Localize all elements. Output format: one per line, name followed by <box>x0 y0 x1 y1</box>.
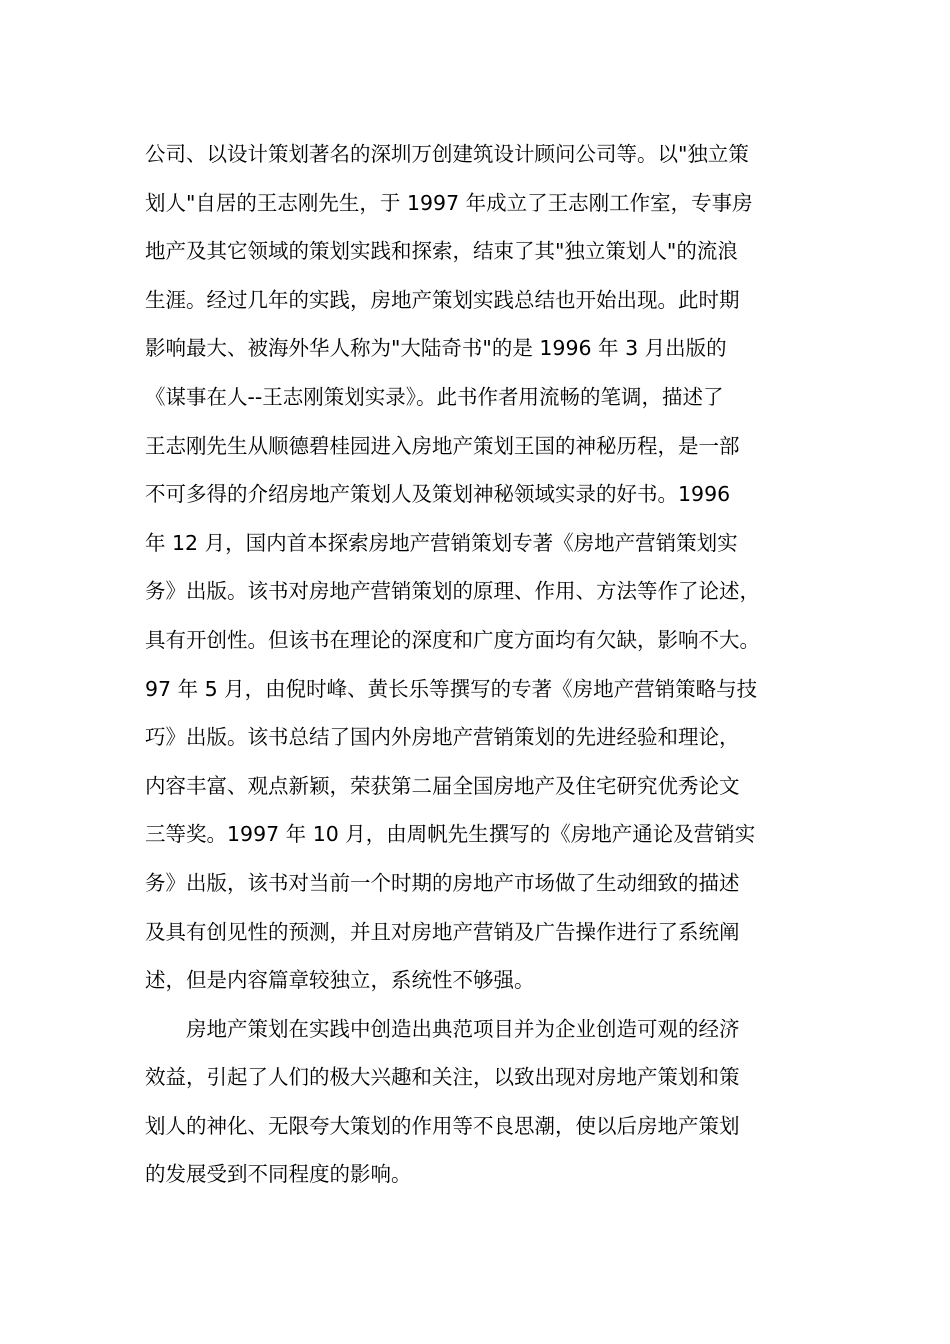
text-line: 公司、以设计策划著名的深圳万创建筑设计顾问公司等。以"独立策 <box>145 142 749 166</box>
body-text <box>145 130 825 1199</box>
text-line: 地产及其它领域的策划实践和探索，结束了其"独立策划人"的流浪 <box>145 239 738 264</box>
text-line: 王志刚先生从顺德碧桂园进入房地产策划王国的神秘历程，是一部 <box>145 433 740 458</box>
text-line: 划人"自居的王志刚先生，于 1997 年成立了王志刚工作室，专事房 <box>145 190 753 215</box>
text-line: 97 年 5 月，由倪时峰、黄长乐等撰写的专著《房地产营销策略与技 <box>145 676 758 701</box>
text-line: 务》出版。该书对房地产营销策划的原理、作用、方法等作了论述， <box>145 579 760 604</box>
text-line: 的发展受到不同程度的影响。 <box>145 1162 412 1187</box>
text-line: 影响最大、被海外华人称为"大陆奇书"的是 1996 年 3 月出版的 <box>145 336 727 361</box>
text-line: 务》出版，该书对当前一个时期的房地产市场做了生动细致的描述 <box>145 870 740 895</box>
text-line: 内容丰富、观点新颖，荣获第二届全国房地产及住宅研究优秀论文 <box>145 773 740 798</box>
text-line: 巧》出版。该书总结了国内外房地产营销策划的先进经验和理论， <box>145 725 740 750</box>
text-line: 三等奖。1997 年 10 月，由周帆先生撰写的《房地产通论及营销实 <box>145 822 756 847</box>
paragraph-1 <box>145 130 825 1005</box>
text-line: 划人的神化、无限夸大策划的作用等不良思潮，使以后房地产策划 <box>145 1113 740 1138</box>
text-line: 及具有创见性的预测，并且对房地产营销及广告操作进行了系统阐 <box>145 919 740 944</box>
text-line: 房地产策划在实践中创造出典范项目并为企业创造可观的经济 <box>186 1016 740 1041</box>
text-line: 具有开创性。但该书在理论的深度和广度方面均有欠缺，影响不大。 <box>145 627 760 652</box>
text-line: 不可多得的介绍房地产策划人及策划神秘领域实录的好书。1996 <box>145 482 731 507</box>
text-line: 《谋事在人--王志刚策划实录》。此书作者用流畅的笔调，描述了 <box>145 384 724 409</box>
text-line: 生涯。经过几年的实践，房地产策划实践总结也开始出现。此时期 <box>145 287 740 312</box>
text-line: 年 12 月，国内首本探索房地产营销策划专著《房地产营销策划实 <box>145 530 738 555</box>
text-line: 述，但是内容篇章较独立，系统性不够强。 <box>145 968 535 993</box>
paragraph-2 <box>145 1005 825 1199</box>
text-line: 效益，引起了人们的极大兴趣和关注，以致出现对房地产策划和策 <box>145 1065 740 1090</box>
